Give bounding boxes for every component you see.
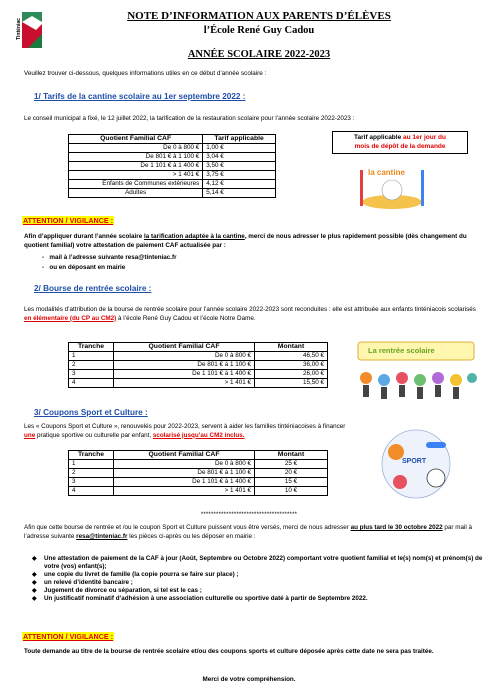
coupons-header-tranche: Tranche [69,451,114,460]
list-item: ◆ un relevé d’identité bancaire ; [44,579,484,587]
table-cell: De 1 101 € à 1 400 € [114,370,255,379]
canteen-header-qf: Quotient Familial CAF [69,135,203,144]
warning1-text [24,233,476,250]
rentree-image-label: La rentrée scolaire [368,346,435,355]
table-row [69,361,328,370]
table-cell: 15,50 € [255,379,328,388]
table-row [69,460,328,469]
tarif-note-black: Tarif applicable [354,134,402,141]
bourse-header-tranche: Tranche [69,343,114,352]
table-row [69,469,328,478]
table-cell: 4 [69,379,114,388]
table-cell: > 1 401 € [114,487,255,496]
table-row [69,162,276,171]
section3-t2a: une [24,431,36,439]
list-item: ◆ Jugement de divorce ou séparation, si tel est le cas ; [44,587,484,595]
table-cell: 3,50 € [203,162,276,171]
warning1-label-text: ATTENTION / VIGILANCE : [23,216,114,225]
table-row [69,370,328,379]
warning1-p2: , merci de nous adresser le plus rapidement possible (dès changement du quotient familial) votre attestation de paiement CAF actualisée par : [24,233,467,249]
table-cell: De 801 € à 1 100 € [69,153,203,162]
section2-text [24,306,480,323]
documents-list [26,555,484,603]
logo-text: Tinténiac [15,18,22,40]
section3-t2c: scolarisé jusqu’au CM2 inclus. [152,431,245,439]
section2-t1: Les modalités d’attribution de la bourse de rentrée scolaire pour l’année scolaire 2022-2023 sont reconduites : elle est attribuée aux enfants tinténiacois scolarisés [24,306,476,313]
table-cell: 46,50 € [255,352,328,361]
table-cell: 3 [69,478,114,487]
table-cell: Enfants de Communes extérieures [69,180,203,189]
table-row [69,153,276,162]
table-row [69,171,276,180]
bourse-table [68,342,328,388]
table-cell: De 0 à 800 € [69,144,203,153]
closing-p2d: les pièces ci-après ou les déposer en mairie : [129,532,256,540]
table-cell: De 801 € à 1 100 € [114,469,255,478]
page-title: NOTE D’INFORMATION AUX PARENTS D’ÉLÈVES [127,10,391,22]
section2-title: 2/ Bourse de rentrée scolaire : [34,284,152,293]
warning2-label-text: ATTENTION / VIGILANCE : [23,632,114,641]
bourse-header-qf: Quotient Familial CAF [114,343,255,352]
coupons-header-qf: Quotient Familial CAF [114,451,255,460]
sport-image-label: SPORT [402,458,427,465]
section2-t3: à l’école René Guy Cadou et l’école Notre Dame. [118,314,256,322]
school-name: l’École René Guy Cadou [203,25,315,36]
table-cell: 25 € [255,460,328,469]
closing-p2c: resa@tinteniac.fr [76,532,128,540]
table-row [69,379,328,388]
canteen-table [68,134,276,198]
section1-text: Le conseil municipal a fixé, le 12 juillet 2022, la tarification de la restauration scolaire pour l’année scolaire 2022-2023 : [24,115,355,122]
table-row [69,352,328,361]
table-row [69,180,276,189]
intro-text: Veuillez trouver ci-dessous, quelques informations utiles en ce début d’année scolaire : [24,70,267,77]
tarif-note-red1: au 1er jour du [403,134,446,141]
table-cell: > 1 401 € [114,379,255,388]
table-cell: 4,12 € [203,180,276,189]
table-cell: 36,00 € [255,361,328,370]
canteen-illustration [356,162,428,212]
warning1-p1u: la tarification adaptée à la cantine [144,233,245,240]
sport-illustration [366,426,466,502]
closing-p2a: au plus tard le 30 octobre 2022 [350,524,443,531]
warning2-text: Toute demande au titre de la bourse de rentrée scolaire et/ou des coupons sports et culture déposée après cette date ne sera pas traitée. [24,648,434,655]
thanks-text: Merci de votre compréhension. [202,676,296,683]
canteen-image-label: la cantine [368,168,405,177]
school-year: ANNÉE SCOLAIRE 2022-2023 [187,49,331,60]
list-item: ◆ une copie du livret de famille (la copie pourra se faire sur place) ; [44,571,484,579]
table-cell: 1 [69,460,114,469]
table-cell: De 801 € à 1 100 € [114,361,255,370]
table-cell: 1,00 € [203,144,276,153]
table-cell: 5,14 € [203,189,276,198]
table-row [69,189,276,198]
table-cell: 20 € [255,469,328,478]
closing-text [24,524,480,542]
table-cell: > 1 401 € [69,171,203,180]
table-row [69,478,328,487]
tarif-note-red2: mois de dépôt de la demande [354,142,446,150]
section2-t2: en élémentaire (du CP au CM2) [24,314,117,322]
list-item: - ou en déposant en mairie [42,264,126,271]
table-cell: 1 [69,352,114,361]
table-cell: 15 € [255,478,328,487]
coupons-header-montant: Montant [255,451,328,460]
coupons-table [68,450,328,496]
table-cell: Adultes [69,189,203,198]
table-cell: 4 [69,487,114,496]
closing-p2b: par mail à l’adresse suivante [24,524,473,540]
table-cell: 2 [69,361,114,370]
separator: ************************************** [200,512,298,518]
table-cell: 10 € [255,487,328,496]
table-cell: 3,04 € [203,153,276,162]
list-item: ◆ Un justificatif nominatif d’adhésion à une association culturelle ou sportive daté à partir de Septembre 2022. [44,595,484,603]
warning2-label [22,632,114,641]
table-cell: 3 [69,370,114,379]
canteen-header-tarif: Tarif applicable [203,135,276,144]
section3-t2b: pratique sportive ou culturelle par enfant, [36,431,152,439]
table-cell: De 0 à 800 € [114,352,255,361]
tarif-note-box [332,131,468,154]
section1-title [34,92,245,101]
warning1-p1: Afin d’appliquer durant l’année scolaire [24,233,143,240]
table-cell: De 1 101 € à 1 400 € [69,162,203,171]
section1-title-text: 1/ Tarifs de la cantine scolaire au 1er septembre 2022 : [34,92,246,101]
table-cell: De 1 101 € à 1 400 € [114,478,255,487]
warning1-b2: ou en déposant en mairie [49,264,126,271]
closing-p1: Afin que cette bourse de rentrée et /ou le coupon Sport et Culture puissent vous être versés, merci de nous adresser [24,524,349,531]
table-cell: 26,00 € [255,370,328,379]
section3-t1: Les « Coupons Sport et Culture », renouvelés pour 2022-2023, servent à aider les familles tinténiacoises à financer [24,423,346,430]
table-cell: 3,75 € [203,171,276,180]
table-row [69,144,276,153]
warning1-b1: mail à l’adresse suivante resa@tinteniac.fr [49,254,177,261]
table-cell: De 0 à 800 € [114,460,255,469]
rentree-illustration [354,338,478,400]
warning1-label [22,216,114,225]
warning1-list [42,253,177,273]
bourse-header-montant: Montant [255,343,328,352]
table-cell: 2 [69,469,114,478]
list-item: - mail à l’adresse suivante resa@tinteniac.fr [42,254,177,261]
table-row [69,487,328,496]
list-item: ◆ Une attestation de paiement de la CAF à jour (Août, Septembre ou Octobre 2022) comportant votre quotient familial et le(s) nom(s) et prénom(s) de votre (vos) enfant(s); [44,555,484,571]
section3-title: 3/ Coupons Sport et Culture : [34,408,148,417]
